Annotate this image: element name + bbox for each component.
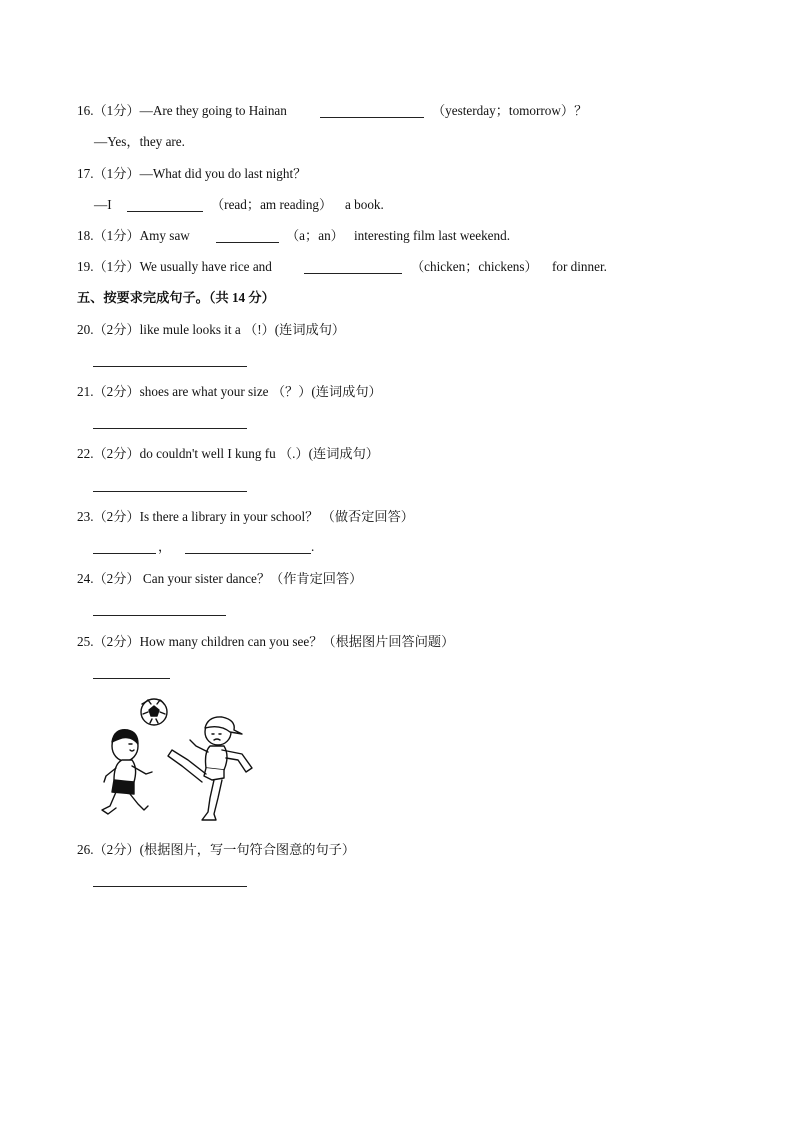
q23-answer-blank-2[interactable] <box>185 553 311 554</box>
q25-answer-blank[interactable] <box>93 678 170 679</box>
q17-options: （read；am reading） <box>211 197 333 212</box>
q23-period: . <box>311 539 315 554</box>
q17-answer-blank[interactable] <box>127 211 203 212</box>
q19-suffix: for dinner. <box>552 259 607 274</box>
q17-suffix: a book. <box>345 197 384 212</box>
q20-text: 20.（2分）like mule looks it a （!）(连词成句） <box>77 322 346 337</box>
q24-answer-blank[interactable] <box>93 615 226 616</box>
q19-answer-blank[interactable] <box>304 273 402 274</box>
q19-options: （chicken；chickens） <box>411 259 538 274</box>
q16-answer-blank[interactable] <box>320 117 424 118</box>
q23-comma: ， <box>158 539 172 554</box>
q16-options: （yesterday；tomorrow）？ <box>432 103 588 118</box>
boy-right-figure <box>168 717 252 820</box>
q19-text: 19.（1分）We usually have rice and <box>77 259 272 274</box>
boy-left-figure <box>102 730 152 814</box>
q20-answer-blank[interactable] <box>93 366 247 367</box>
q21-text: 21.（2分）shoes are what your size （？）(连词成句） <box>77 384 382 399</box>
q21-answer-blank[interactable] <box>93 428 247 429</box>
q26-text: 26.（2分）(根据图片，写一句符合图意的句子） <box>77 842 356 857</box>
section-title: 五、按要求完成句子。（共 14 分） <box>77 290 275 305</box>
q16-text: 16.（1分）—Are they going to Hainan <box>77 103 287 118</box>
q24-text: 24.（2分） Can your sister dance？（作肯定回答） <box>77 571 363 586</box>
q16-answer-line: —Yes，they are. <box>94 134 185 149</box>
q18-answer-blank[interactable] <box>216 242 279 243</box>
q23-text: 23.（2分）Is there a library in your school？ （做否定回答） <box>77 509 414 524</box>
q17-answer-prefix: —I <box>94 197 112 212</box>
q17-text: 17.（1分）—What did you do last night？ <box>77 166 307 181</box>
football-icon <box>141 699 167 725</box>
q25-text: 25.（2分）How many children can you see？（根据图片回答问题） <box>77 634 455 649</box>
children-football-illustration <box>92 690 262 830</box>
q26-answer-blank[interactable] <box>93 886 247 887</box>
q18-suffix: interesting film last weekend. <box>354 228 511 243</box>
q22-answer-blank[interactable] <box>93 491 247 492</box>
q23-answer-blank-1[interactable] <box>93 553 156 554</box>
q18-text: 18.（1分）Amy saw <box>77 228 190 243</box>
q18-options: （a；an） <box>286 228 344 243</box>
q22-text: 22.（2分）do couldn't well I kung fu （.）(连词成句） <box>77 446 379 461</box>
